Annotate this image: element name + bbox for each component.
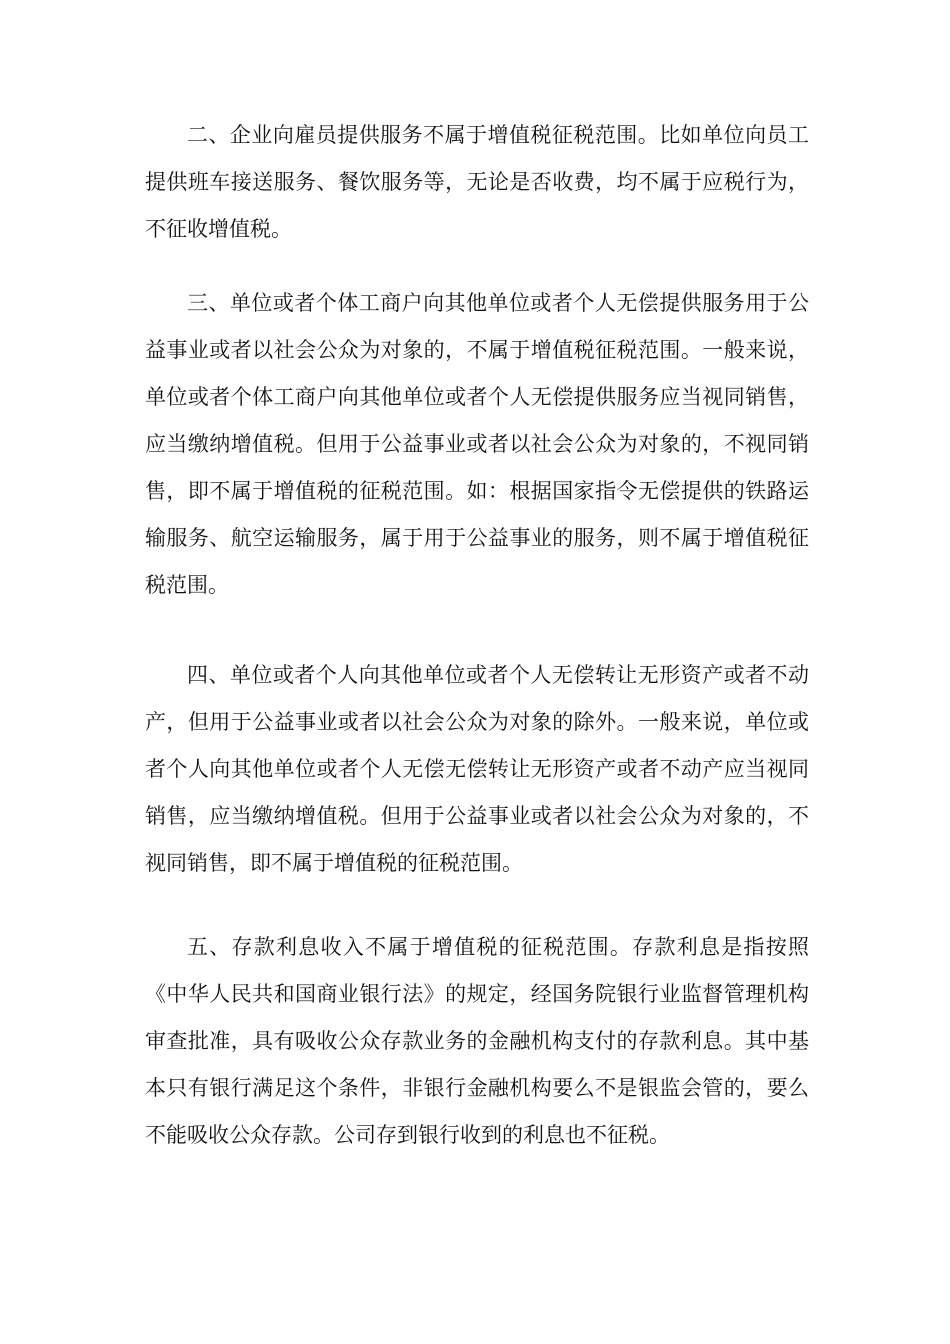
paragraph-item-4: 四、单位或者个人向其他单位或者个人无偿转让无形资产或者不动产，但用于公益事业或者以社会公众为对象的除外。一般来说，单位或者个人向其他单位或者个人无偿无偿转让无形资产或者不动产应当视同销售，应当缴纳增值税。但用于公益事业或者以社会公众为对象的，不视同销售，即不属于增值税的征税范围。 [145,663,809,875]
paragraph-item-3: 三、单位或者个体工商户向其他单位或者个人无偿提供服务用于公益事业或者以社会公众为对象的，不属于增值税征税范围。一般来说，单位或者个体工商户向其他单位或者个人无偿提供服务应当视同销售，应当缴纳增值税。但用于公益事业或者以社会公众为对象的，不视同销售，即不属于增值税的征税范围。如：根据国家指令无偿提供的铁路运输服务、航空运输服务，属于用于公益事业的服务，则不属于增值税征税范围。 [145,291,809,597]
paragraph-item-5: 五、存款利息收入不属于增值税的征税范围。存款利息是指按照《中华人民共和国商业银行法》的规定，经国务院银行业监督管理机构审查批准，具有吸收公众存款业务的金融机构支付的存款利息。其中基本只有银行满足这个条件，非银行金融机构要么不是银监会管的，要么不能吸收公众存款。公司存到银行收到的利息也不征税。 [145,935,809,1147]
paragraph-item-2: 二、企业向雇员提供服务不属于增值税征税范围。比如单位向员工提供班车接送服务、餐饮服务等，无论是否收费，均不属于应税行为，不征收增值税。 [145,123,809,241]
